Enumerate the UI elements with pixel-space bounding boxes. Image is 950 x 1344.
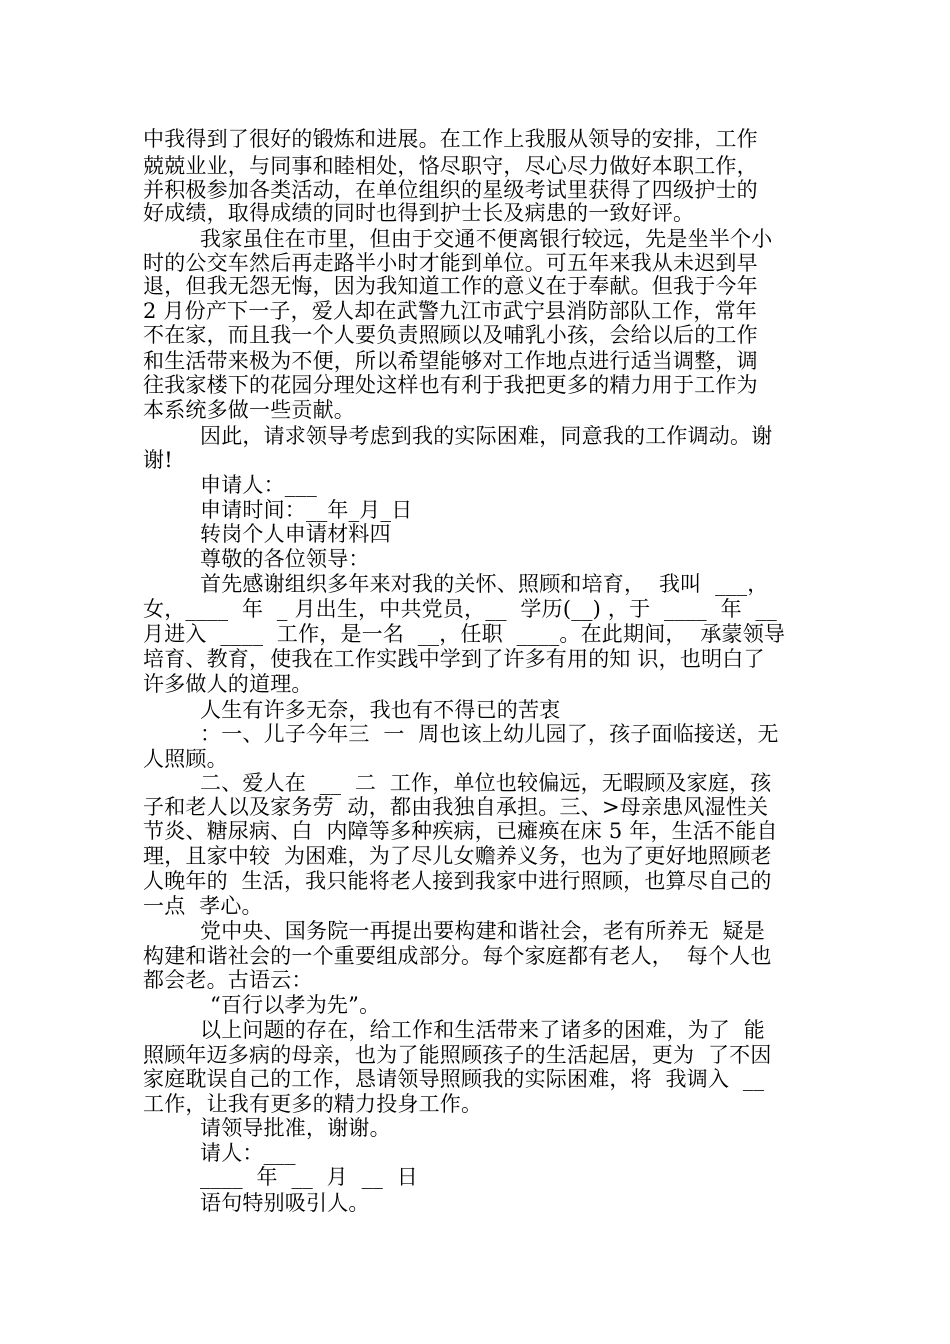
text-line: 请领导批准，谢谢。 <box>200 1116 391 1140</box>
text-line: 首先感谢组织多年来对我的关怀、照顾和培育， 我叫 ___， <box>200 572 769 596</box>
text-line: 照顾年迈多病的母亲，也为了能照顾孩子的生活起居，更为 了不因 <box>143 1043 772 1067</box>
text-line: 月进入 ____ 工作，是一名 __，任职 ____。在此期间， 承蒙领导 <box>143 622 786 646</box>
text-line: 都会老。古语云： <box>143 968 313 992</box>
text-line: 节炎、糖尿病、白 内障等多种疾病，已瘫痪在床 5 年，生活不能自 <box>143 819 778 843</box>
text-line: 2 月份产下一子，爱人却在武警九江市武宁县消防部队工作，常年 <box>143 299 758 323</box>
text-line: 不在家，而且我一个人要负责照顾以及哺乳小孩，会给以后的工作 <box>143 323 758 347</box>
text-line: 党中央、国务院一再提出要构建和谐社会，老有所养无 疑是 <box>200 919 765 943</box>
text-line: 因此，请求领导考虑到我的实际困难，同意我的工作调动。谢 <box>200 424 773 448</box>
text-line: 许多做人的道理。 <box>143 672 313 696</box>
text-line: 往我家楼下的花园分理处这样也有利于我把更多的精力用于工作为 <box>143 373 758 397</box>
text-line: 人晚年的 生活，我只能将老人接到我家中进行照顾，也算尽自己的 <box>143 869 772 893</box>
text-line: 二、爱人在 __ 二 工作，单位也较偏远，无暇顾及家庭，孩 <box>200 771 772 795</box>
text-line: 申请人：___ <box>200 473 317 497</box>
text-line: 尊敬的各位领导： <box>200 547 370 571</box>
text-line: 构建和谐社会的一个重要组成部分。每个家庭都有老人， 每个人也 <box>143 944 772 968</box>
text-line: ____ 年 __ 月 __ 日 <box>200 1165 418 1189</box>
text-line: 人生有许多无奈，我也有不得已的苦衷 <box>200 698 561 722</box>
text-line: “百行以孝为先”。 <box>210 993 381 1017</box>
text-line: 转岗个人申请材料四 <box>200 522 391 546</box>
text-line: 我家虽住在市里，但由于交通不便离银行较远，先是坐半个小 <box>200 227 773 251</box>
text-line: 并积极参加各类活动，在单位组织的星级考试里获得了四级护士的 <box>143 178 758 202</box>
text-line: 好成绩，取得成绩的同时也得到护士长及病患的一致好评。 <box>143 201 695 225</box>
text-line: 子和老人以及家务劳 动，都由我独自承担。三、>母亲患风湿性关 <box>143 795 769 819</box>
text-line: 时的公交车然后再走路半小时才能到单位。可五年来我从未迟到早 <box>143 251 758 275</box>
text-line: ：一、儿子今年三 一 周也该上幼儿园了，孩子面临接送，无 <box>200 722 779 746</box>
text-line: 工作，让我有更多的精力投身工作。 <box>143 1092 483 1116</box>
text-line: 本系统多做一些贡献。 <box>143 398 355 422</box>
text-line: 培育、教育，使我在工作实践中学到了许多有用的知 识，也明白了 <box>143 647 765 671</box>
text-line: 和生活带来极为不便，所以希望能够对工作地点进行适当调整，调 <box>143 349 758 373</box>
text-line: 申请时间：__年_月_日 <box>200 498 413 522</box>
text-line: 女，____ 年 _ 月出生，中共党员，__ 学历(__) ，于 ____ 年 __ <box>143 597 777 621</box>
text-line: 兢兢业业，与同事和睦相处，恪尽职守，尽心尽力做好本职工作， <box>143 154 758 178</box>
text-line: 退，但我无怨无悔，因为我知道工作的意义在于奉献。但我于今年 <box>143 274 758 298</box>
text-line: 中我得到了很好的锻炼和进展。在工作上我服从领导的安排，工作 <box>143 127 758 151</box>
text-line: 谢! <box>143 448 173 472</box>
text-line: 家庭耽误自己的工作，恳请领导照顾我的实际困难，将 我调入 __ <box>143 1067 765 1091</box>
text-line: 语句特别吸引人。 <box>200 1191 370 1215</box>
text-line: 人照顾。 <box>143 747 228 771</box>
text-line: 一点 孝心。 <box>143 894 263 918</box>
text-line: 请人：___ <box>200 1141 296 1165</box>
text-line: 以上问题的存在，给工作和生活带来了诸多的困难，为了 能 <box>200 1018 765 1042</box>
text-line: 理，且家中较 为困难，为了尽儿女赡养义务，也为了更好地照顾老 <box>143 844 772 868</box>
